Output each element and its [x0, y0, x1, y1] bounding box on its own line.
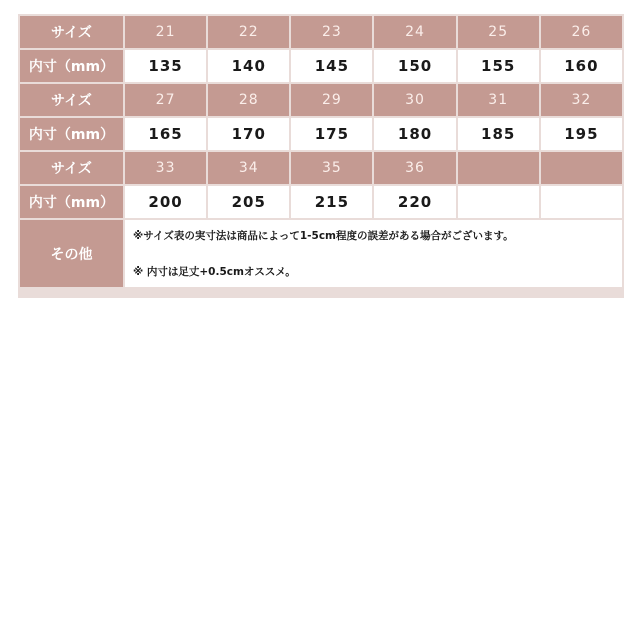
- inner-empty-cell: [458, 186, 539, 218]
- size-value: 30: [374, 84, 455, 116]
- inner-length-value: 140: [208, 50, 289, 82]
- inner-length-value: 150: [374, 50, 455, 82]
- inner-length-value: 180: [374, 118, 455, 150]
- inner-empty-cell: [541, 186, 622, 218]
- size-chart-table: [18, 14, 624, 289]
- size-value: 35: [291, 152, 372, 184]
- size-empty-cell: [541, 152, 622, 184]
- row-label: 内寸（mm）: [20, 50, 123, 82]
- note-line-1: ※サイズ表の実寸法は商品によって1-5cm程度の誤差がある場合がございます。: [133, 229, 514, 242]
- inner-length-value: 220: [374, 186, 455, 218]
- notes-row: [20, 220, 622, 287]
- size-value: 24: [374, 16, 455, 48]
- inner-length-value: 200: [125, 186, 206, 218]
- size-value: 36: [374, 152, 455, 184]
- size-value: 28: [208, 84, 289, 116]
- inner-length-value: 215: [291, 186, 372, 218]
- inner-length-row-1: [20, 50, 622, 82]
- inner-length-value: 185: [458, 118, 539, 150]
- inner-length-row-3: [20, 186, 622, 218]
- size-value: 27: [125, 84, 206, 116]
- size-empty-cell: [458, 152, 539, 184]
- inner-length-value: 145: [291, 50, 372, 82]
- size-value: 31: [458, 84, 539, 116]
- inner-length-value: 175: [291, 118, 372, 150]
- size-row-1: [20, 16, 622, 48]
- size-value: 33: [125, 152, 206, 184]
- row-label: サイズ: [20, 16, 123, 48]
- row-label: サイズ: [20, 84, 123, 116]
- inner-length-value: 165: [125, 118, 206, 150]
- row-label: 内寸（mm）: [20, 118, 123, 150]
- size-value: 25: [458, 16, 539, 48]
- inner-length-value: 160: [541, 50, 622, 82]
- row-label: 内寸（mm）: [20, 186, 123, 218]
- size-row-2: [20, 84, 622, 116]
- size-value: 32: [541, 84, 622, 116]
- size-value: 29: [291, 84, 372, 116]
- size-row-3: [20, 152, 622, 184]
- inner-length-row-2: [20, 118, 622, 150]
- size-value: 34: [208, 152, 289, 184]
- inner-length-value: 205: [208, 186, 289, 218]
- notes-label: その他: [20, 220, 123, 287]
- size-value: 22: [208, 16, 289, 48]
- inner-length-value: 195: [541, 118, 622, 150]
- inner-length-value: 135: [125, 50, 206, 82]
- size-value: 21: [125, 16, 206, 48]
- notes-content: [125, 220, 622, 287]
- inner-length-value: 170: [208, 118, 289, 150]
- note-line-2: ※ 内寸は足丈+0.5cmオススメ。: [133, 265, 296, 278]
- size-value: 26: [541, 16, 622, 48]
- size-value: 23: [291, 16, 372, 48]
- row-label: サイズ: [20, 152, 123, 184]
- inner-length-value: 155: [458, 50, 539, 82]
